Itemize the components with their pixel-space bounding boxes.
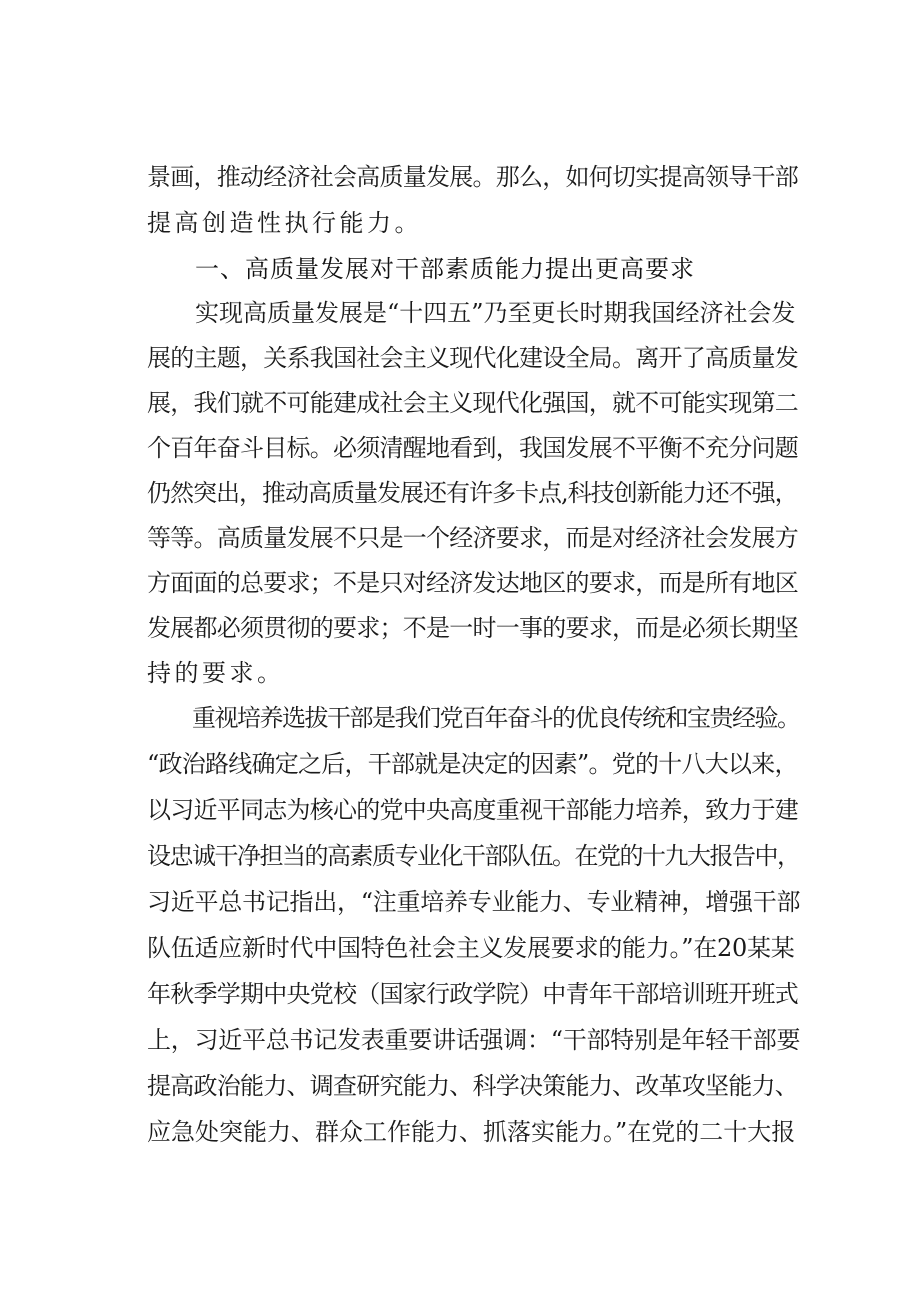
text-line: 仍然突出，推动高质量发展还有许多卡点,科技创新能力还不强， — [147, 479, 798, 507]
text-line: 持的要求。 — [147, 659, 285, 687]
text-line: 方面面的总要求；不是只对经济发达地区的要求，而是所有地区 — [147, 569, 798, 597]
text-line: 上，习近平总书记发表重要讲话强调：“干部特别是年轻干部要 — [147, 1026, 801, 1054]
text-line: 重视培养选拔干部是我们党百年奋斗的优良传统和宝贵经验。 — [147, 704, 800, 732]
text-line: 以习近平同志为核心的党中央高度重视干部能力培养，致力于建 — [147, 796, 798, 824]
text-line: 发展都必须贯彻的要求；不是一时一事的要求，而是必须长期坚 — [147, 614, 798, 642]
text-line: 设忠诚干净担当的高素质专业化干部队伍。在党的十九大报告中， — [147, 842, 800, 870]
text-line: 个百年奋斗目标。必须清醒地看到，我国发展不平衡不充分问题 — [147, 434, 798, 462]
text-line: “政治路线确定之后，干部就是决定的因素”。党的十八大以来， — [147, 750, 798, 778]
text-line: 年秋季学期中央党校（国家行政学院）中青年干部培训班开班式 — [147, 980, 798, 1008]
text-line: 展的主题，关系我国社会主义现代化建设全局。离开了高质量发 — [147, 344, 798, 372]
text-line: 展，我们就不可能建成社会主义现代化强国，就不可能实现第二 — [147, 389, 798, 417]
text-line: 实现高质量发展是“十四五”乃至更长时期我国经济社会发 — [147, 299, 796, 327]
text-line: 习近平总书记指出，“注重培养专业能力、专业精神，增强干部 — [147, 888, 801, 916]
section-heading: 一、高质量发展对干部素质能力提出更高要求 — [195, 255, 695, 283]
text-line: 应急处突能力、群众工作能力、抓落实能力。”在党的二十大报 — [147, 1118, 796, 1146]
text-line: 队伍适应新时代中国特色社会主义发展要求的能力。”在20某某 — [147, 934, 795, 962]
text-line: 景画，推动经济社会高质量发展。那么，如何切实提高领导干部 — [147, 163, 798, 191]
text-line: 提高创造性执行能力。 — [147, 209, 422, 237]
text-line: 提高政治能力、调查研究能力、科学决策能力、改革攻坚能力、 — [147, 1072, 798, 1100]
text-line: 等等。高质量发展不只是一个经济要求，而是对经济社会发展方 — [147, 524, 798, 552]
